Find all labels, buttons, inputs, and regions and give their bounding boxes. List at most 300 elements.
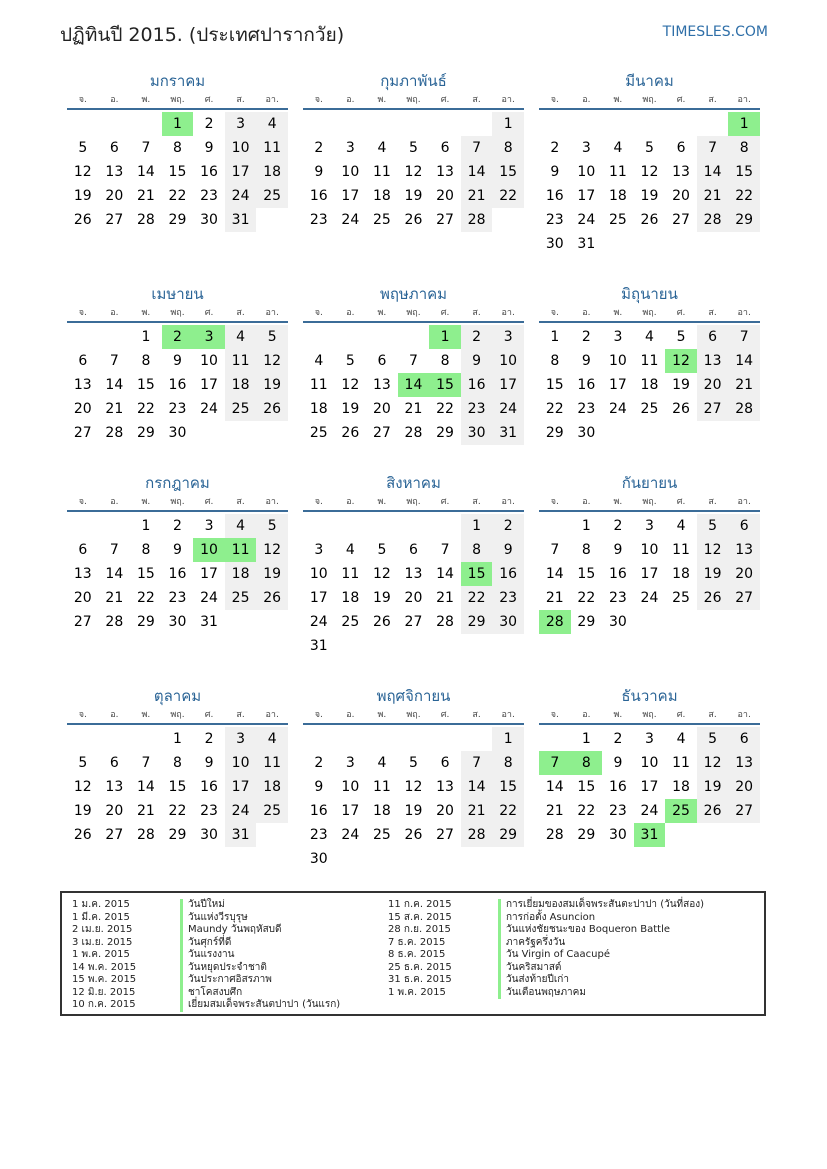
day-cell: 12: [256, 538, 288, 562]
day-cell: 1: [550, 329, 560, 345]
day-cell: 4: [256, 112, 288, 136]
day-cell: 20: [436, 188, 454, 204]
day-grid: [303, 325, 524, 445]
legend-date: 12 มิ.ย. 2015: [72, 986, 136, 998]
day-cell: 11: [672, 542, 690, 558]
legend-date: 10 ก.ค. 2015: [72, 999, 136, 1010]
day-cell: 12: [697, 538, 729, 562]
weekday-label: พฤ.: [642, 308, 657, 318]
legend-holiday-name: วันศุกร์ที่ดี: [180, 937, 231, 950]
weekday-label: จ.: [314, 308, 323, 318]
day-cell: 5: [78, 140, 88, 156]
empty-day-cell: [539, 514, 571, 538]
day-cell: 9: [550, 164, 560, 180]
day-cell: 26: [697, 799, 729, 823]
day-cell: 3: [345, 755, 355, 771]
day-cell: 29: [168, 827, 187, 843]
empty-day-cell: [429, 514, 461, 538]
empty-day-cell: [303, 325, 335, 349]
day-cell: 19: [256, 562, 288, 586]
weekday-header-row: [539, 494, 760, 512]
day-cell: 29: [136, 425, 155, 441]
day-cell: 3: [645, 731, 654, 747]
day-cell: 27: [728, 799, 760, 823]
day-cell: 12: [404, 164, 423, 180]
day-cell: 4: [225, 325, 257, 349]
holiday-day-cell: 3: [193, 325, 225, 349]
day-cell: 9: [204, 140, 214, 156]
day-cell: 11: [256, 136, 288, 160]
month-calendar: [303, 685, 524, 871]
month-calendar: [539, 685, 760, 847]
weekday-label: อา.: [737, 308, 751, 318]
day-cell: 6: [440, 140, 450, 156]
weekday-header-row: [67, 92, 288, 110]
day-cell: 20: [73, 590, 92, 606]
month-name: ธันวาคม: [621, 687, 678, 705]
empty-day-cell: [130, 112, 162, 136]
day-cell: 9: [613, 755, 623, 771]
legend-holiday-name: ชาโคสงบศึก: [180, 987, 242, 1000]
day-cell: 10: [341, 779, 360, 795]
holiday-day-cell: 7: [539, 751, 571, 775]
weekday-label: ศ.: [204, 308, 214, 318]
day-cell: 16: [461, 373, 493, 397]
weekday-label: อ.: [110, 497, 119, 507]
month-calendar: [67, 70, 288, 232]
day-cell: 10: [225, 751, 257, 775]
day-cell: 2: [173, 518, 182, 534]
weekday-label: อ.: [582, 308, 591, 318]
weekday-label: จ.: [78, 497, 87, 507]
day-cell: 26: [640, 212, 659, 228]
legend-date: 11 ก.ค. 2015: [388, 899, 452, 910]
day-cell: 2: [461, 325, 493, 349]
day-cell: 3: [492, 325, 524, 349]
day-cell: 12: [372, 566, 391, 582]
legend-date: 7 ธ.ค. 2015: [388, 936, 446, 948]
weekday-label: อา.: [501, 497, 515, 507]
day-cell: 16: [200, 779, 218, 795]
day-cell: 5: [409, 140, 418, 156]
day-cell: 8: [173, 140, 182, 156]
day-cell: 20: [105, 803, 124, 819]
day-cell: 13: [436, 779, 454, 795]
day-cell: 20: [697, 373, 729, 397]
holiday-day-cell: 15: [461, 562, 493, 586]
weekday-label: ศ.: [204, 710, 214, 720]
day-grid: [67, 325, 288, 445]
site-brand-link[interactable]: TIMESLES.COM: [662, 24, 768, 40]
weekday-header-row: [67, 707, 288, 725]
day-cell: 10: [577, 164, 596, 180]
legend-holiday-name: วันประกาศอิสรภาพ: [180, 974, 272, 987]
legend-holiday-name: ภาครัฐครึ่งวัน: [498, 937, 565, 950]
day-cell: 1: [141, 329, 151, 345]
weekday-label: พฤ.: [406, 497, 421, 507]
empty-day-cell: [366, 112, 398, 136]
empty-day-cell: [67, 325, 99, 349]
empty-day-cell: [398, 727, 430, 751]
day-cell: 14: [461, 775, 493, 799]
empty-day-cell: [366, 727, 398, 751]
day-cell: 21: [105, 401, 124, 417]
day-cell: 13: [728, 538, 760, 562]
day-cell: 3: [345, 140, 355, 156]
day-cell: 19: [256, 373, 288, 397]
day-cell: 25: [225, 586, 257, 610]
weekday-label: พฤ.: [170, 95, 185, 105]
weekday-header-row: [67, 494, 288, 512]
day-cell: 12: [73, 164, 92, 180]
day-cell: 24: [309, 614, 328, 630]
weekday-label: อา.: [265, 710, 279, 720]
day-cell: 13: [73, 566, 92, 582]
day-cell: 1: [492, 112, 524, 136]
day-cell: 6: [377, 353, 387, 369]
day-cell: 4: [676, 518, 686, 534]
day-cell: 16: [608, 566, 627, 582]
day-cell: 27: [73, 425, 92, 441]
weekday-label: ส.: [472, 710, 481, 720]
weekday-label: ศ.: [204, 497, 214, 507]
day-cell: 31: [577, 236, 596, 252]
day-cell: 31: [200, 614, 218, 630]
day-cell: 26: [697, 586, 729, 610]
month-calendar: [67, 472, 288, 634]
weekday-label: จ.: [314, 497, 323, 507]
page-header: [60, 20, 768, 48]
day-cell: 27: [436, 212, 454, 228]
day-cell: 21: [461, 184, 493, 208]
empty-day-cell: [303, 727, 335, 751]
day-grid: [539, 325, 760, 445]
day-cell: 20: [728, 775, 760, 799]
weekday-label: จ.: [550, 95, 559, 105]
weekday-header-row: [303, 92, 524, 110]
day-cell: 19: [697, 562, 729, 586]
weekday-label: อา.: [501, 95, 515, 105]
weekday-label: จ.: [550, 710, 559, 720]
day-cell: 3: [581, 140, 591, 156]
empty-day-cell: [99, 112, 131, 136]
holiday-day-cell: 25: [665, 799, 697, 823]
day-cell: 24: [640, 803, 659, 819]
weekday-label: พ.: [377, 308, 387, 318]
day-cell: 15: [168, 164, 187, 180]
day-cell: 23: [309, 212, 328, 228]
weekday-label: พ.: [377, 95, 387, 105]
weekday-label: พ.: [613, 308, 623, 318]
day-cell: 13: [672, 164, 690, 180]
month-calendar: [303, 70, 524, 232]
day-cell: 4: [256, 727, 288, 751]
weekday-label: ศ.: [676, 308, 686, 318]
day-cell: 29: [136, 614, 155, 630]
month-calendar: [539, 283, 760, 445]
day-cell: 21: [545, 803, 564, 819]
day-cell: 18: [225, 562, 257, 586]
weekday-label: พฤ.: [170, 497, 185, 507]
weekday-label: จ.: [78, 95, 87, 105]
day-cell: 17: [341, 188, 360, 204]
day-cell: 26: [404, 212, 423, 228]
day-cell: 22: [436, 401, 454, 417]
weekday-header-row: [67, 305, 288, 323]
weekday-label: ศ.: [204, 95, 214, 105]
weekday-label: อ.: [346, 497, 355, 507]
day-cell: 8: [581, 542, 591, 558]
day-cell: 12: [341, 377, 360, 393]
day-cell: 18: [672, 779, 690, 795]
month-name: สิงหาคม: [386, 474, 441, 492]
weekday-label: ศ.: [440, 497, 450, 507]
day-cell: 21: [136, 803, 155, 819]
month-calendar: [539, 472, 760, 634]
day-cell: 18: [309, 401, 328, 417]
day-cell: 5: [409, 755, 418, 771]
day-cell: 3: [613, 329, 623, 345]
day-cell: 12: [404, 779, 423, 795]
day-cell: 17: [640, 566, 659, 582]
holiday-day-cell: 28: [539, 610, 571, 634]
day-cell: 27: [404, 614, 423, 630]
month-calendar: [67, 685, 288, 847]
day-cell: 9: [581, 353, 591, 369]
holiday-day-cell: 11: [225, 538, 257, 562]
day-cell: 28: [105, 425, 124, 441]
holiday-day-cell: 14: [398, 373, 430, 397]
day-cell: 8: [492, 751, 524, 775]
month-name: กรกฎาคม: [145, 474, 210, 492]
weekday-label: อา.: [737, 95, 751, 105]
holiday-day-cell: 1: [728, 112, 760, 136]
day-cell: 28: [545, 827, 564, 843]
weekday-header-row: [539, 92, 760, 110]
day-cell: 30: [608, 827, 627, 843]
day-cell: 21: [545, 590, 564, 606]
weekday-label: จ.: [78, 308, 87, 318]
day-cell: 25: [225, 397, 257, 421]
day-cell: 28: [105, 614, 124, 630]
day-cell: 23: [608, 590, 627, 606]
day-cell: 8: [141, 353, 151, 369]
day-cell: 13: [436, 164, 454, 180]
empty-day-cell: [366, 514, 398, 538]
legend-holiday-name: วันปีใหม่: [180, 899, 225, 912]
day-cell: 22: [492, 799, 524, 823]
day-cell: 23: [168, 401, 187, 417]
day-cell: 23: [168, 590, 187, 606]
legend-holiday-name: วันแห่งชัยชนะของ Boqueron Battle: [498, 924, 670, 937]
weekday-label: ส.: [708, 308, 717, 318]
day-cell: 27: [697, 397, 729, 421]
day-cell: 22: [728, 184, 760, 208]
day-cell: 5: [78, 755, 88, 771]
day-cell: 25: [608, 212, 627, 228]
holiday-day-cell: 12: [665, 349, 697, 373]
day-cell: 29: [168, 212, 187, 228]
day-cell: 24: [200, 401, 218, 417]
day-cell: 29: [577, 614, 596, 630]
weekday-label: อ.: [582, 710, 591, 720]
month-calendar: [303, 283, 524, 445]
day-cell: 9: [173, 542, 182, 558]
weekday-header-row: [303, 494, 524, 512]
empty-day-cell: [697, 112, 729, 136]
empty-day-cell: [130, 727, 162, 751]
day-cell: 5: [676, 329, 686, 345]
day-cell: 18: [225, 373, 257, 397]
day-cell: 7: [141, 140, 151, 156]
day-cell: 18: [372, 188, 391, 204]
day-cell: 7: [109, 542, 119, 558]
day-cell: 17: [200, 377, 218, 393]
day-cell: 15: [492, 775, 524, 799]
day-cell: 23: [200, 803, 218, 819]
day-cell: 20: [73, 401, 92, 417]
legend-date: 8 ธ.ค. 2015: [388, 949, 446, 960]
day-cell: 18: [256, 160, 288, 184]
day-cell: 6: [78, 542, 88, 558]
month-calendar: [67, 283, 288, 445]
day-cell: 30: [309, 851, 328, 867]
day-cell: 30: [200, 827, 218, 843]
weekday-label: พ.: [377, 710, 387, 720]
day-cell: 15: [545, 377, 564, 393]
day-cell: 11: [640, 353, 659, 369]
legend-date: 1 พ.ค. 2015: [72, 949, 130, 960]
weekday-label: ศ.: [440, 308, 450, 318]
day-cell: 2: [550, 140, 560, 156]
month-calendar: [303, 472, 524, 658]
day-cell: 23: [608, 803, 627, 819]
day-cell: 24: [341, 827, 360, 843]
weekday-header-row: [303, 707, 524, 725]
weekday-label: พ.: [141, 308, 151, 318]
day-cell: 17: [225, 160, 257, 184]
day-cell: 25: [309, 425, 328, 441]
weekday-label: พฤ.: [642, 710, 657, 720]
day-cell: 11: [309, 377, 328, 393]
day-cell: 18: [341, 590, 360, 606]
empty-day-cell: [335, 325, 367, 349]
day-cell: 30: [577, 425, 596, 441]
day-cell: 17: [492, 373, 524, 397]
day-cell: 10: [225, 136, 257, 160]
day-cell: 23: [200, 188, 218, 204]
page-title: ปฏิทินปี 2015. (ประเทศปารากวัย): [60, 24, 345, 46]
weekday-label: พฤ.: [642, 95, 657, 105]
weekday-label: อ.: [346, 710, 355, 720]
weekday-label: ส.: [472, 95, 481, 105]
day-cell: 24: [492, 397, 524, 421]
empty-day-cell: [67, 727, 99, 751]
day-cell: 25: [672, 590, 690, 606]
weekday-label: จ.: [550, 497, 559, 507]
day-cell: 30: [608, 614, 627, 630]
day-cell: 29: [728, 208, 760, 232]
empty-day-cell: [602, 112, 634, 136]
day-cell: 27: [105, 212, 124, 228]
day-cell: 15: [136, 377, 155, 393]
day-cell: 6: [676, 140, 686, 156]
day-cell: 16: [545, 188, 564, 204]
weekday-label: ศ.: [676, 497, 686, 507]
weekday-label: พฤ.: [406, 95, 421, 105]
day-cell: 16: [608, 779, 627, 795]
legend-holiday-name: วันแรงงาน: [180, 949, 234, 962]
day-cell: 17: [577, 188, 596, 204]
day-cell: 10: [492, 349, 524, 373]
day-cell: 8: [550, 353, 560, 369]
day-cell: 13: [372, 377, 391, 393]
day-cell: 13: [105, 164, 124, 180]
day-cell: 26: [73, 827, 92, 843]
weekday-label: อา.: [737, 710, 751, 720]
weekday-label: อา.: [265, 95, 279, 105]
legend-holiday-name: วัน Virgin of Caacupé: [498, 949, 610, 962]
day-cell: 22: [492, 184, 524, 208]
weekday-label: พ.: [141, 497, 151, 507]
day-cell: 18: [256, 775, 288, 799]
day-cell: 9: [173, 353, 182, 369]
day-cell: 16: [577, 377, 596, 393]
day-cell: 22: [577, 803, 596, 819]
weekday-label: พฤ.: [406, 710, 421, 720]
day-grid: [67, 112, 288, 232]
legend-date: 15 ส.ค. 2015: [388, 911, 452, 923]
day-cell: 16: [200, 164, 218, 180]
day-cell: 21: [436, 590, 454, 606]
day-cell: 9: [492, 538, 524, 562]
day-cell: 28: [461, 208, 493, 232]
day-cell: 27: [436, 827, 454, 843]
day-cell: 4: [613, 140, 623, 156]
day-cell: 24: [225, 184, 257, 208]
day-cell: 7: [461, 136, 493, 160]
day-cell: 25: [372, 212, 391, 228]
weekday-label: พ.: [613, 710, 623, 720]
day-cell: 16: [168, 377, 187, 393]
day-cell: 8: [461, 538, 493, 562]
weekday-label: อ.: [582, 497, 591, 507]
day-cell: 22: [577, 590, 596, 606]
weekday-label: พ.: [613, 497, 623, 507]
day-cell: 18: [640, 377, 659, 393]
day-cell: 29: [492, 823, 524, 847]
holiday-legend: [60, 891, 766, 1016]
day-cell: 26: [672, 401, 690, 417]
day-cell: 30: [168, 425, 187, 441]
day-cell: 7: [409, 353, 418, 369]
day-cell: 6: [440, 755, 450, 771]
day-cell: 2: [314, 140, 324, 156]
weekday-header-row: [539, 707, 760, 725]
day-cell: 17: [200, 566, 218, 582]
day-cell: 18: [608, 188, 627, 204]
legend-holiday-name: Maundy วันพฤหัสบดี: [180, 924, 282, 937]
day-cell: 8: [141, 542, 151, 558]
day-cell: 22: [168, 803, 187, 819]
day-cell: 30: [545, 236, 564, 252]
day-cell: 25: [341, 614, 360, 630]
empty-day-cell: [335, 514, 367, 538]
empty-day-cell: [67, 514, 99, 538]
day-cell: 18: [372, 803, 391, 819]
month-name: มกราคม: [149, 72, 206, 90]
day-cell: 12: [697, 751, 729, 775]
